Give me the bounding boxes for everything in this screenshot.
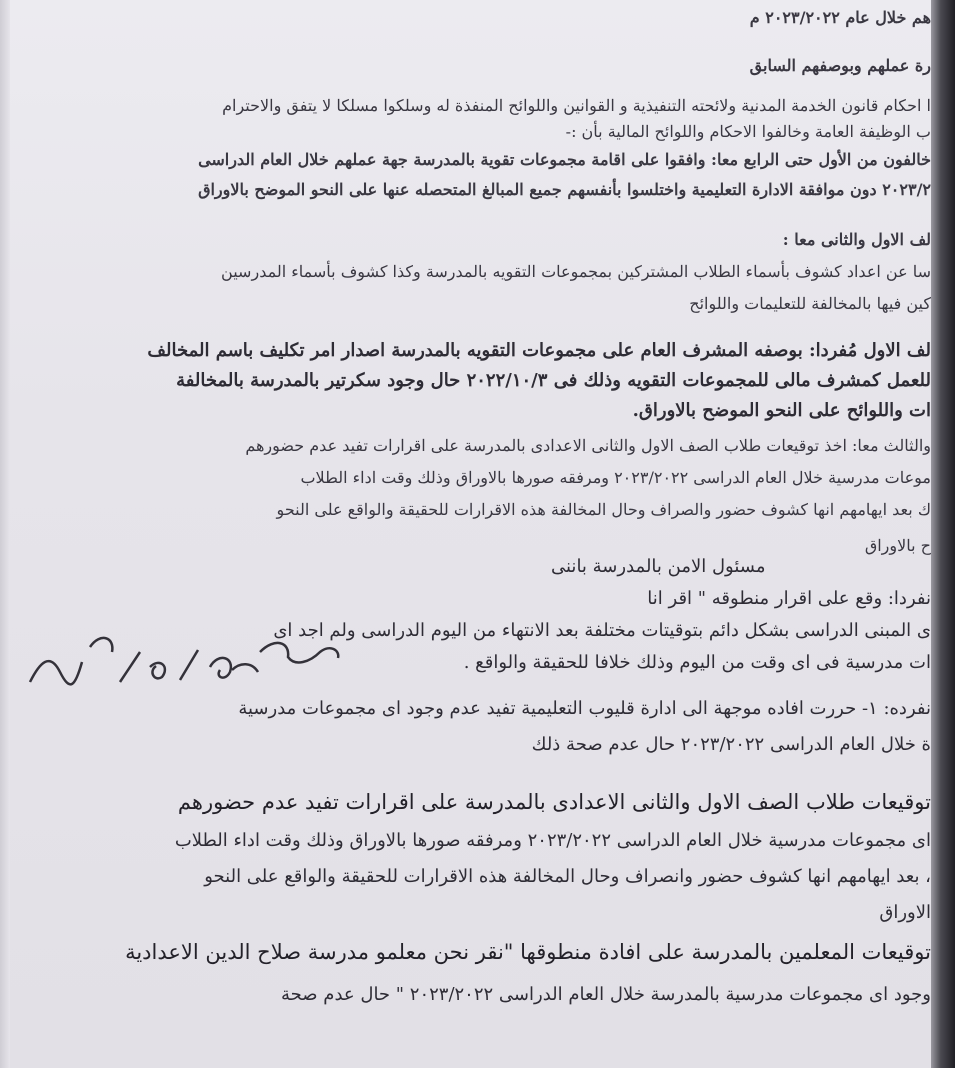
- line-27: توقيعات المعلمين بالمدرسة على افادة منطوقها "نقر نحن معلمو مدرسة صلاح الدين الاعدادية: [125, 940, 931, 964]
- line-25: ، بعد ايهامهم انها كشوف حضور وانصراف وحال المخالفة هذه الاقرارات للحقيقة والواقع على النحو: [204, 866, 931, 887]
- line-10: لف الاول مُفردا: بوصفه المشرف العام على مجموعات التقويه بالمدرسة اصدار امر تكليف باسم المخالف: [147, 340, 931, 361]
- scan-edge-left: [0, 0, 10, 1068]
- line-8: سا عن اعداد كشوف بأسماء الطلاب المشتركين بمجموعات التقويه بالمدرسة وكذا كشوف بأسماء المدرسين: [221, 262, 931, 281]
- line-14: موعات مدرسية خلال العام الدراسى ٢٠٢٣/٢٠٢٢ ومرفقه صورها بالاوراق وذلك وقت اداء الطلاب: [300, 468, 931, 487]
- line-12: ات واللوائح على النحو الموضح بالاوراق.: [632, 400, 931, 421]
- line-13: والثالث معا: اخذ توقيعات طلاب الصف الاول والثانى الاعدادى بالمدرسة على اقرارات تفيد عدم حضورهم: [245, 436, 931, 455]
- handwritten-signature-icon: [20, 622, 360, 692]
- line-4: ب الوظيفة العامة وخالفوا الاحكام واللوائح المالية بأن :-: [565, 122, 931, 141]
- line-3: ا احكام قانون الخدمة المدنية ولائحته التنفيذية و القوانين واللوائح المنفذة له وسلكوا مسلكا لا يتفق والاحترام: [222, 96, 931, 115]
- line-11: للعمل كمشرف مالى للمجموعات التقويه وذلك فى ٢٠٢٢/١٠/٣ حال وجود سكرتير بالمدرسة بالمخالفة: [176, 370, 931, 391]
- line-7: لف الاول والثانى معا :: [782, 230, 931, 249]
- line-1: هم خلال عام ٢٠٢٣/٢٠٢٢ م: [749, 8, 931, 27]
- line-28: وجود اى مجموعات مدرسية بالمدرسة خلال العام الدراسى ٢٠٢٣/٢٠٢٢ " حال عدم صحة: [281, 984, 931, 1005]
- line-24: اى مجموعات مدرسية خلال العام الدراسى ٢٠٢٣/٢٠٢٢ ومرفقه صورها بالاوراق وذلك وقت اداء الطلاب: [174, 830, 931, 851]
- line-6: ٢٠٢٣/٢ دون موافقة الادارة التعليمية واختلسوا بأنفسهم جميع المبالغ المتحصله عنها على النحو الموضح بالاوراق: [198, 180, 931, 199]
- line-17: مسئول الامن بالمدرسة باننى: [551, 556, 766, 577]
- line-18: نفردا: وقع على اقرار منطوقه " اقر انا: [647, 588, 931, 609]
- line-21: نفرده: ١- حررت افاده موجهة الى ادارة قليوب التعليمية تفيد عدم وجود اى مجموعات مدرسية: [238, 698, 931, 719]
- line-22: ة خلال العام الدراسى ٢٠٢٣/٢٠٢٢ حال عدم صحة ذلك: [531, 734, 931, 755]
- line-2: رة عملهم وبوصفهم السابق: [749, 56, 931, 75]
- line-26: الاوراق: [879, 902, 931, 923]
- line-23: توقيعات طلاب الصف الاول والثانى الاعدادى بالمدرسة على اقرارات تفيد عدم حضورهم: [177, 790, 931, 814]
- line-20: ات مدرسية فى اى وقت من اليوم وذلك خلافا للحقيقة والواقع .: [463, 652, 931, 673]
- line-5: خالفون من الأول حتى الرابع معا: وافقوا على اقامة مجموعات تقوية بالمدرسة جهة عملهم خلال العام الدراسى: [198, 150, 931, 169]
- document-body: [11, 0, 931, 1068]
- line-19: ى المبنى الدراسى بشكل دائم بتوقيتات مختلفة بعد الانتهاء من اليوم الدراسى ولم اجد اى: [273, 620, 931, 641]
- line-16: ح بالاوراق: [864, 536, 931, 555]
- scan-edge-right: [931, 0, 955, 1068]
- line-15: ك بعد ايهامهم انها كشوف حضور والصراف وحال المخالفة هذه الاقرارات للحقيقة والواقع على النحو: [276, 500, 931, 519]
- line-9: كين فيها بالمخالفة للتعليمات واللوائح: [689, 294, 931, 313]
